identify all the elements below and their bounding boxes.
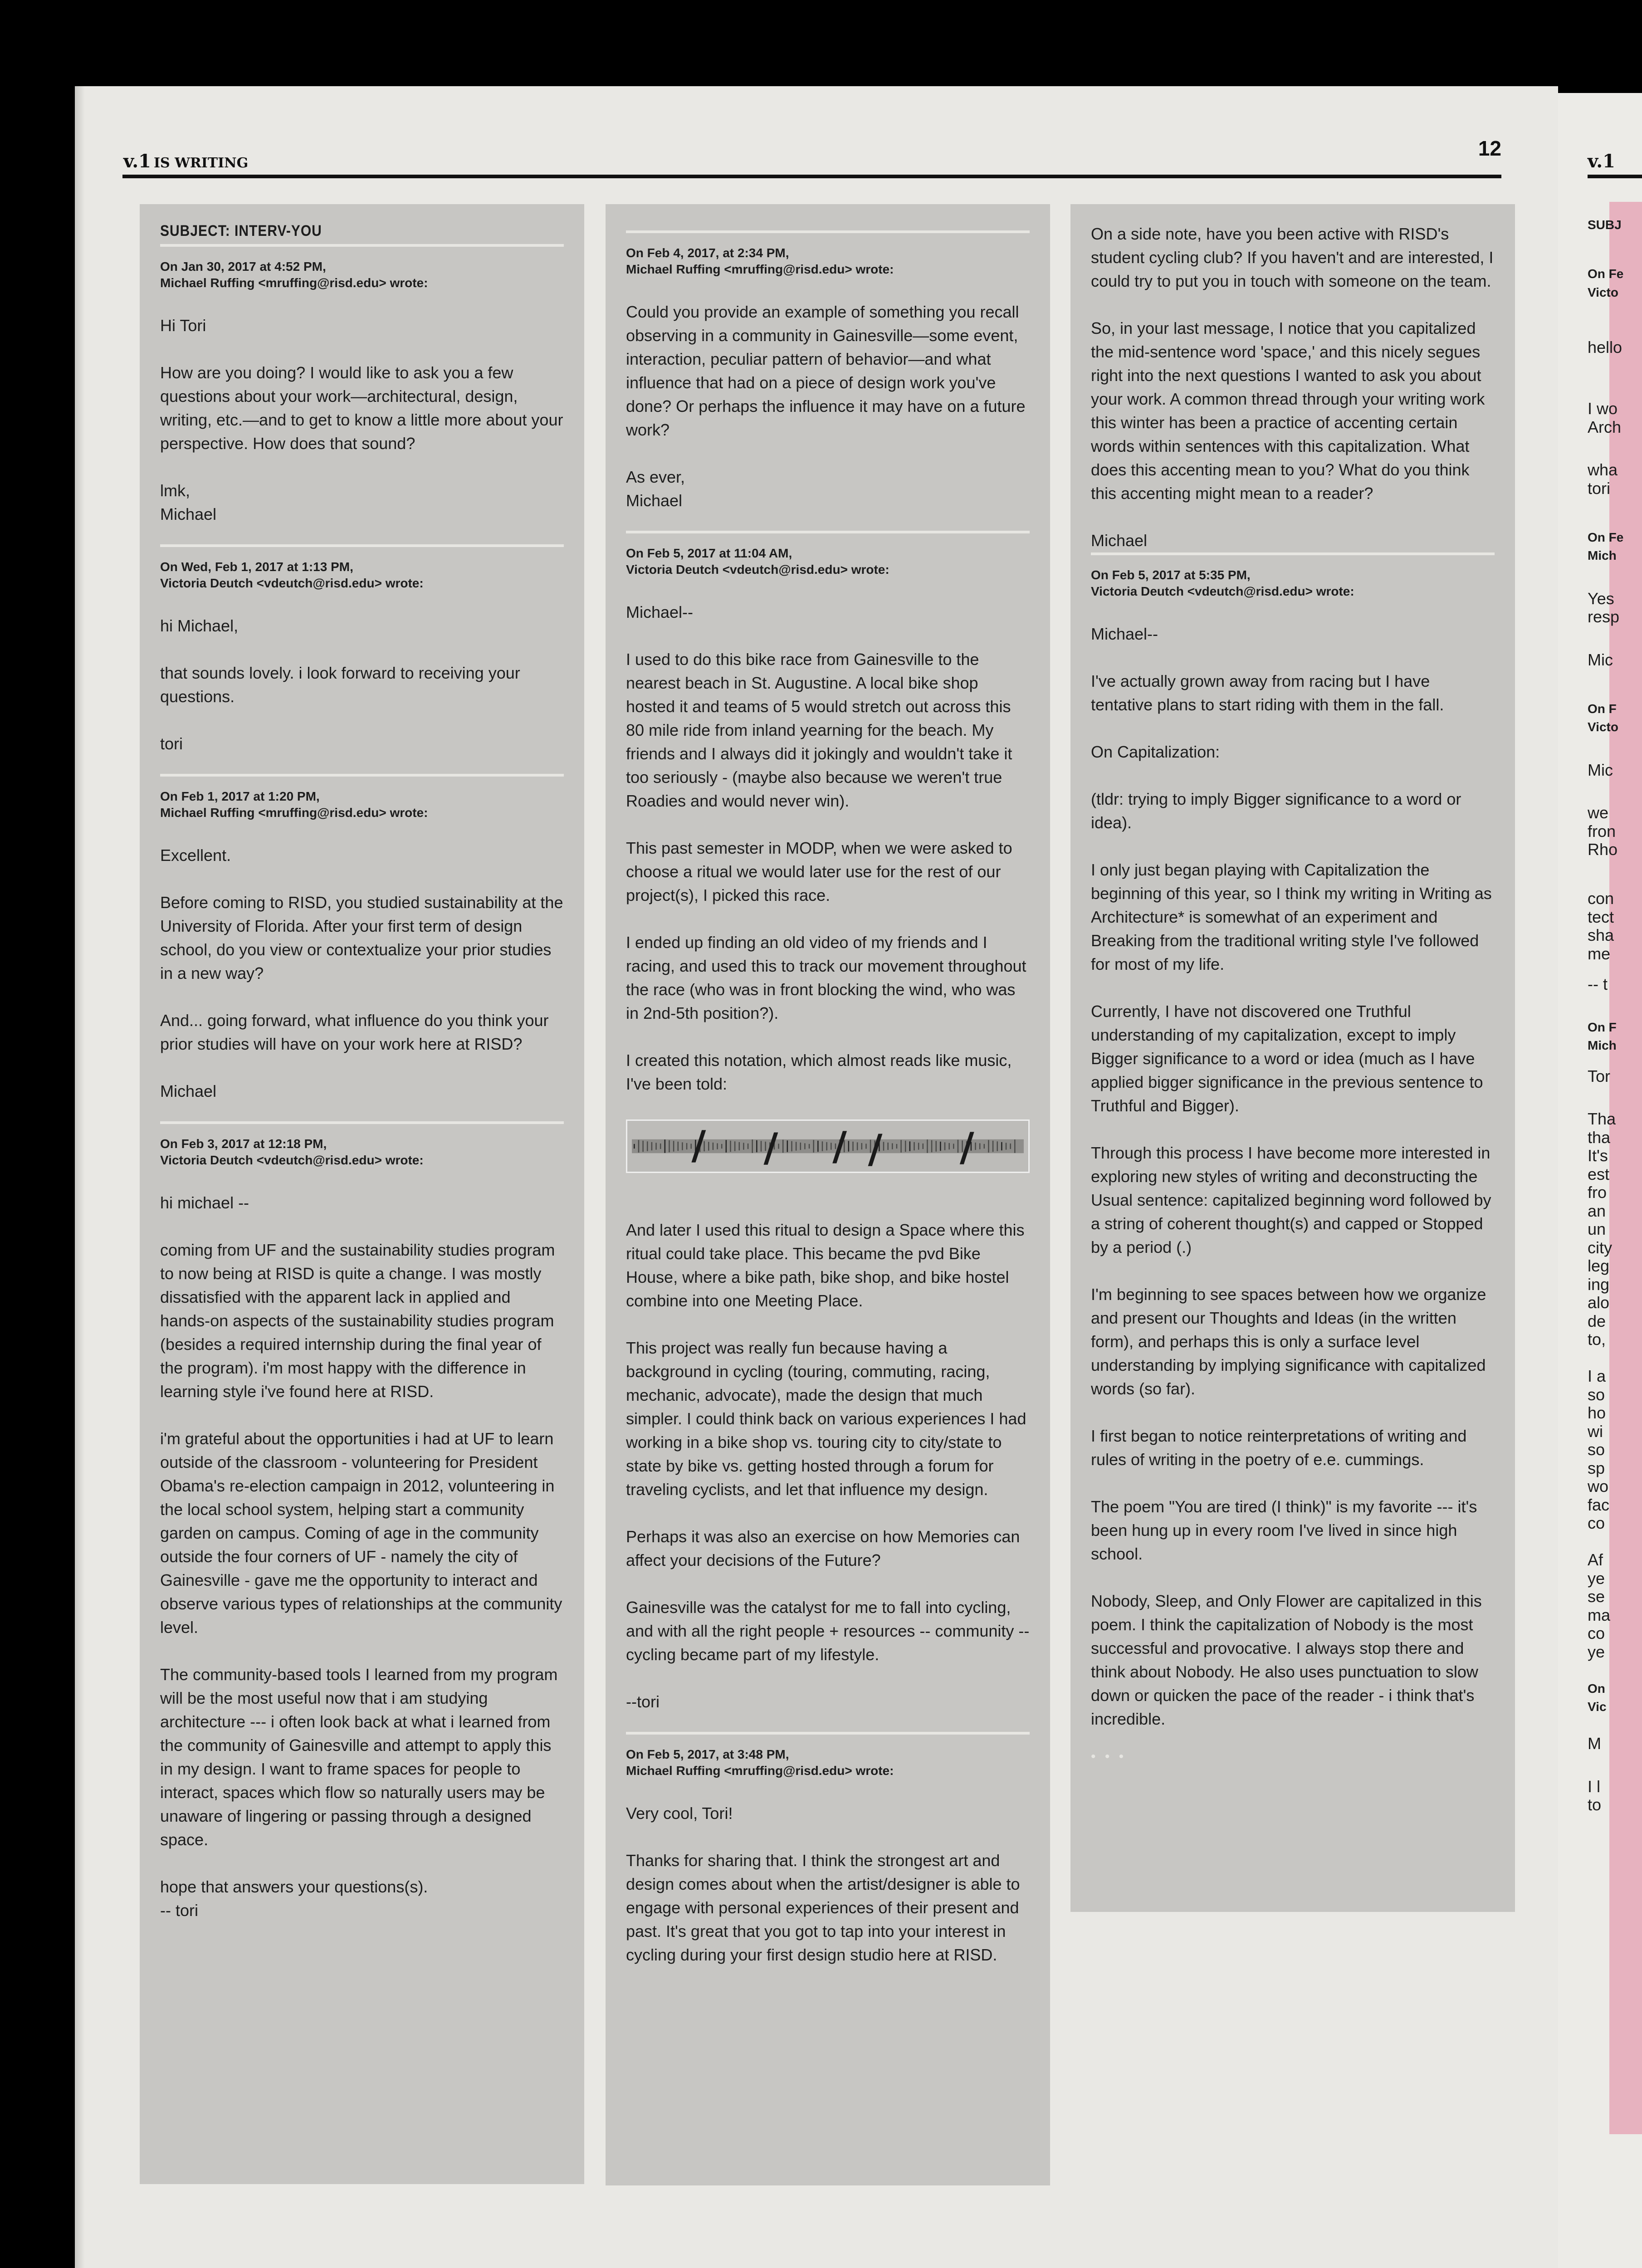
next-page-text-fragment: ma <box>1588 1605 1611 1624</box>
paragraph: I've actually grown away from racing but I have tentative plans to start riding with them in the fall. <box>1091 672 1444 714</box>
email-message <box>626 531 1030 1714</box>
next-page-text-fragment: sp <box>1588 1458 1605 1477</box>
message-divider <box>626 1732 1030 1735</box>
paragraph: Michael-- <box>1091 625 1158 643</box>
trailer-dots: • • • <box>1091 1749 1127 1764</box>
message-header <box>1091 567 1495 600</box>
next-page-text-fragment: to, <box>1588 1330 1606 1349</box>
message-date: On Wed, Feb 1, 2017 at 1:13 PM, <box>160 560 353 574</box>
paragraph: How are you doing? I would like to ask you a few questions about your work—architectural, design, writing, etc.—and to get to know a little more about your perspective. How does that sound? <box>160 363 563 453</box>
message-date: On Feb 4, 2017, at 2:34 PM, <box>626 246 789 260</box>
next-page-text-fragment: It's <box>1588 1146 1608 1165</box>
email-message <box>626 245 1030 513</box>
paragraph: And... going forward, what influence do you think your prior studies will have on your work here at RISD? <box>160 1011 549 1053</box>
next-page-text-fragment: I a <box>1588 1367 1606 1385</box>
paragraph: On Capitalization: <box>1091 743 1220 761</box>
message-divider <box>160 1121 564 1124</box>
paragraph: I created this notation, which almost reads like music, I've been told: <box>626 1051 1012 1093</box>
message-sender: Victoria Deutch <vdeutch@risd.edu> wrote: <box>160 1153 424 1167</box>
next-page-text-fragment: leg <box>1588 1256 1610 1275</box>
column-2 <box>606 204 1050 2185</box>
message-date: On Jan 30, 2017 at 4:52 PM, <box>160 259 326 274</box>
next-page-text-fragment: wo <box>1588 1477 1609 1496</box>
paragraph: coming from UF and the sustainability studies program to now being at RISD is quite a change. I was mostly dissatisfied with the apparent lack in applied and hands-on aspects of the sustainability studies program (besides a required internship during the final year of the program). i'm most happy with the difference in learning style i've found here at RISD. <box>160 1241 555 1401</box>
message-sender: Victoria Deutch <vdeutch@risd.edu> wrote: <box>1091 584 1354 598</box>
paragraph: This past semester in MODP, when we were asked to choose a ritual we would later use for the rest of our project(s), I picked this race. <box>626 839 1012 904</box>
email-message <box>626 1732 1030 1967</box>
header-rule <box>122 175 1501 178</box>
next-page-text-fragment: so <box>1588 1440 1605 1459</box>
message-header <box>160 1136 564 1168</box>
message-divider <box>160 774 564 777</box>
next-series-mark: v.1 <box>1588 151 1615 172</box>
column-3-messages <box>1091 552 1495 1731</box>
paragraph: Currently, I have not discovered one Truthful understanding of my capitalization, except to imply Bigger significance to a word or idea (much as I have applied bigger significance in the previous sentence to Truthful and Bigger). <box>1091 1002 1483 1115</box>
message-sender: Michael Ruffing <mruffing@risd.edu> wrote: <box>626 262 894 276</box>
next-page-text-fragment: co <box>1588 1514 1605 1532</box>
next-page-text-fragment: Tha <box>1588 1110 1616 1128</box>
paragraph: lmk, Michael <box>160 481 217 523</box>
paragraph: Michael <box>160 1082 217 1100</box>
next-page-pink-panel <box>1609 202 1642 2134</box>
paragraph: On a side note, have you been active with RISD's student cycling club? If you haven't and are interested, I could try to put you in touch with someone on the team. <box>1091 225 1494 290</box>
message-sender: Victoria Deutch <vdeutch@risd.edu> wrote: <box>626 562 889 577</box>
paragraph: Nobody, Sleep, and Only Flower are capitalized in this poem. I think the capitalization of Nobody is the most successful and provocative. I always stop there and think about Nobody. He also uses punctuation to slow down or quicken the pace of the reader - i think that's incredible. <box>1091 1592 1482 1728</box>
paragraph: And later I used this ritual to design a Space where this ritual could take place. This became the pvd Bike House, where a bike path, bike shop, and bike hostel combine into one Meeting Place. <box>626 1221 1025 1310</box>
next-page-text-fragment: to <box>1588 1795 1602 1814</box>
next-page-text-fragment: ing <box>1588 1275 1610 1294</box>
message-date: On Feb 5, 2017 at 11:04 AM, <box>626 546 792 560</box>
next-page-text-fragment: ye <box>1588 1642 1605 1661</box>
paragraph: Could you provide an example of something you recall observing in a community in Gainesville—some event, interaction, peculiar pattern of behavior—and what influence that had on a piece of design work you've done? Or perhaps the influence it may have on a future work? <box>626 303 1026 439</box>
next-page-text-fragment: wi <box>1588 1422 1603 1441</box>
next-page-text-fragment: me <box>1588 944 1611 963</box>
next-page-text-fragment: Vic <box>1588 1700 1607 1714</box>
next-page-text-fragment: SUBJ <box>1588 218 1622 232</box>
message-date: On Feb 5, 2017 at 5:35 PM, <box>1091 568 1251 582</box>
column-2-messages <box>626 245 1030 1967</box>
next-page-header <box>1588 151 1615 172</box>
paragraph: I used to do this bike race from Gainesville to the nearest beach in St. Augustine. A local bike shop hosted it and teams of 5 would stretch out across this 80 mile ride from inland yearning for the beach. My friends and I always did it jokingly and wouldn't take it too seriously - (maybe also because we weren't true Roadies and would never win). <box>626 650 1012 810</box>
email-message <box>160 1121 564 1922</box>
column-3 <box>1070 204 1515 1912</box>
paragraph: I only just began playing with Capitalization the beginning of this year, so I think my writing in Writing as Architecture* is somewhat of an experiment and Breaking from the traditional writing style I've followed for most of my life. <box>1091 860 1492 973</box>
next-page-text-fragment: sha <box>1588 926 1614 944</box>
email-message <box>160 544 564 756</box>
next-page-text-fragment: Victo <box>1588 285 1618 299</box>
next-page-text-fragment: hello <box>1588 338 1622 357</box>
email-message <box>160 244 564 526</box>
paragraph: --tori <box>626 1692 660 1711</box>
paragraph: i'm grateful about the opportunities i had at UF to learn outside of the classroom - volunteering for President Obama's re-election campaign in 2012, volunteering in the local school system, helping start a community garden on campus. Coming of age in the community outside the four corners of UF - namely the city of Gainesville - gave me the opportunity to interact and observe various types of relationships at the community level. <box>160 1429 562 1637</box>
next-page-text-fragment: fron <box>1588 821 1616 841</box>
paragraph: As ever, Michael <box>626 468 685 510</box>
next-page-text-fragment: de <box>1588 1311 1606 1330</box>
message-divider <box>160 244 564 247</box>
next-page-text-fragment: -- t <box>1588 975 1608 993</box>
message-header <box>160 559 564 591</box>
paragraph: Hi Tori <box>160 316 206 335</box>
next-page-text-fragment: an <box>1588 1201 1606 1220</box>
next-page-text-fragment: On F <box>1588 701 1617 716</box>
message-date: On Feb 3, 2017 at 12:18 PM, <box>160 1137 327 1151</box>
next-page-text-fragment: Rho <box>1588 840 1618 859</box>
next-page-text-fragment: est <box>1588 1164 1610 1183</box>
next-page-text-fragment: I wo <box>1588 399 1618 418</box>
next-page-text-fragment: ho <box>1588 1403 1606 1422</box>
next-page-rule <box>1588 175 1642 178</box>
paragraph: hi Michael, <box>160 616 239 635</box>
page-number: 12 <box>1478 137 1501 160</box>
paragraph: Through this process I have become more interested in exploring new styles of writing and deconstructing the Usual sentence: capitalized beginning word followed by a string of coherent thought(s) and capped or Stopped by a period (.) <box>1091 1144 1491 1256</box>
next-page-text-fragment: Mic <box>1588 760 1613 779</box>
paragraph: So, in your last message, I notice that you capitalized the mid-sentence word 'space,' and this nicely segues right into the next questions I wanted to ask you about your work. A common thread through your writing work this winter has been a practice of accenting certain words within sentences with this capitalization. What does this accenting mean to you? What do you think this accenting might mean to a reader? <box>1091 319 1485 503</box>
next-page-text-fragment: Mich <box>1588 1038 1617 1052</box>
paragraph: Michael <box>1091 531 1148 550</box>
section-name: IS WRITING <box>153 155 249 171</box>
next-page-text-fragment: Mic <box>1588 650 1613 669</box>
column-1-messages <box>160 244 564 1922</box>
message-divider <box>626 531 1030 533</box>
column-1 <box>140 204 584 2184</box>
message-header <box>160 788 564 821</box>
next-page-text-fragment: On Fe <box>1588 267 1624 281</box>
message-date: On Feb 5, 2017, at 3:48 PM, <box>626 1747 789 1761</box>
paragraph: that sounds lovely. i look forward to receiving your questions. <box>160 664 520 706</box>
next-page-text-fragment: Yes <box>1588 589 1614 608</box>
email-message <box>1091 552 1495 1731</box>
next-page-text-fragment: fro <box>1588 1183 1607 1202</box>
paragraph: Michael-- <box>626 603 694 621</box>
notation-graphic <box>627 1121 1028 1172</box>
paragraph: (tldr: trying to imply Bigger significance to a word or idea). <box>1091 790 1461 832</box>
message-divider <box>1091 552 1495 555</box>
next-page-text-fragment: ye <box>1588 1569 1605 1588</box>
paragraph: I ended up finding an old video of my friends and I racing, and used this to track our movement throughout the race (who was in front blocking the wind, who was in 2nd-5th position?). <box>626 933 1026 1022</box>
next-page-text-fragment: tori <box>1588 479 1611 498</box>
next-page-text-fragment: I l <box>1588 1777 1601 1796</box>
next-page-text-fragment: Arch <box>1588 417 1622 436</box>
next-page-text-fragment: Tor <box>1588 1066 1611 1085</box>
next-page-text-fragment: se <box>1588 1587 1605 1606</box>
column-3-lead <box>1091 222 1495 552</box>
next-page-text-fragment: Mich <box>1588 548 1617 562</box>
next-page-text-fragment: On F <box>1588 1020 1617 1034</box>
next-page-text-fragment: alo <box>1588 1293 1610 1312</box>
page-fold-shadow <box>75 86 85 2268</box>
paragraph: Excellent. <box>160 846 231 865</box>
series-mark: v.1 <box>123 151 151 172</box>
next-page-text-fragment: M <box>1588 1734 1601 1753</box>
message-divider <box>626 230 1030 233</box>
paragraph: hi michael -- <box>160 1193 249 1212</box>
message-sender: Michael Ruffing <mruffing@risd.edu> wrote: <box>626 1764 894 1778</box>
paragraph: The poem "You are tired (I think)" is my favorite --- it's been hung up in every room I've lived in since high school. <box>1091 1497 1477 1563</box>
next-page-text-fragment: On Fe <box>1588 530 1624 544</box>
message-sender: Michael Ruffing <mruffing@risd.edu> wrote: <box>160 806 428 820</box>
message-header <box>626 545 1030 578</box>
paragraph: hope that answers your questions(s). -- tori <box>160 1877 428 1920</box>
paragraph: This project was really fun because having a background in cycling (touring, commuting, racing, mechanic, advocate), made the design that much simpler. I could think back on various experiences I had working in a bike shop vs. touring city to city/state to state by bike vs. getting hosted through a forum for traveling cyclists, and let that influence my design. <box>626 1339 1026 1499</box>
running-header <box>123 151 248 172</box>
next-page-text-fragment: tect <box>1588 907 1614 926</box>
next-page-text-fragment: resp <box>1588 607 1620 626</box>
next-page-text-fragment: we <box>1588 803 1609 822</box>
email-subject: SUBJECT: INTERV-YOU <box>160 222 322 240</box>
paragraph: I'm beginning to see spaces between how we organize and present our Thoughts and Ideas (in the written form), and perhaps this is only a surface level understanding by implying significance with capitalized words (so far). <box>1091 1285 1486 1398</box>
paragraph: Perhaps it was also an exercise on how Memories can affect your decisions of the Future? <box>626 1527 1020 1569</box>
paragraph: Very cool, Tori! <box>626 1804 733 1823</box>
next-page-text-fragment: wha <box>1588 460 1618 479</box>
next-page-text-fragment: con <box>1588 889 1614 908</box>
next-page-text-fragment: Af <box>1588 1550 1603 1569</box>
next-page-text-fragment: so <box>1588 1385 1605 1404</box>
next-page-text-fragment: fac <box>1588 1495 1610 1514</box>
next-page-text-fragment: co <box>1588 1624 1605 1642</box>
paragraph: Before coming to RISD, you studied sustainability at the University of Florida. After your first term of design school, do you view or contextualize your prior studies in a new way? <box>160 893 563 982</box>
paragraph: Thanks for sharing that. I think the strongest art and design comes about when the artist/designer is able to engage with personal experiences of their present and past. It's great that you got to tap into your interest in cycling during your first design studio here at RISD. <box>626 1851 1020 1964</box>
paragraph: Gainesville was the catalyst for me to fall into cycling, and with all the right people + resources -- community -- cycling became part of my lifestyle. <box>626 1598 1030 1664</box>
next-page-text-fragment: Victo <box>1588 720 1618 734</box>
next-page-text-fragment: city <box>1588 1238 1612 1257</box>
paragraph: tori <box>160 734 183 753</box>
message-header <box>160 259 564 291</box>
next-page-text-fragment: On <box>1588 1681 1605 1696</box>
message-header <box>626 245 1030 278</box>
paragraph: The community-based tools I learned from my program will be the most useful now that i am studying architecture --- i often look back at what i learned from the community of Gainesville and attempt to apply this in my design. I want to frame spaces for people to interact, spaces which flow so naturally users may be unaware of lingering or passing through a designed space. <box>160 1665 558 1849</box>
paragraph: I first began to notice reinterpretations of writing and rules of writing in the poetry of e.e. cummings. <box>1091 1427 1467 1469</box>
message-sender: Michael Ruffing <mruffing@risd.edu> wrote: <box>160 276 428 290</box>
race-notation-figure <box>626 1119 1030 1173</box>
next-page-text-fragment: un <box>1588 1220 1606 1238</box>
message-sender: Victoria Deutch <vdeutch@risd.edu> wrote: <box>160 576 424 590</box>
message-date: On Feb 1, 2017 at 1:20 PM, <box>160 789 320 803</box>
message-divider <box>160 544 564 547</box>
next-page-text-fragment: tha <box>1588 1128 1611 1147</box>
message-header <box>626 1746 1030 1779</box>
email-message <box>160 774 564 1103</box>
